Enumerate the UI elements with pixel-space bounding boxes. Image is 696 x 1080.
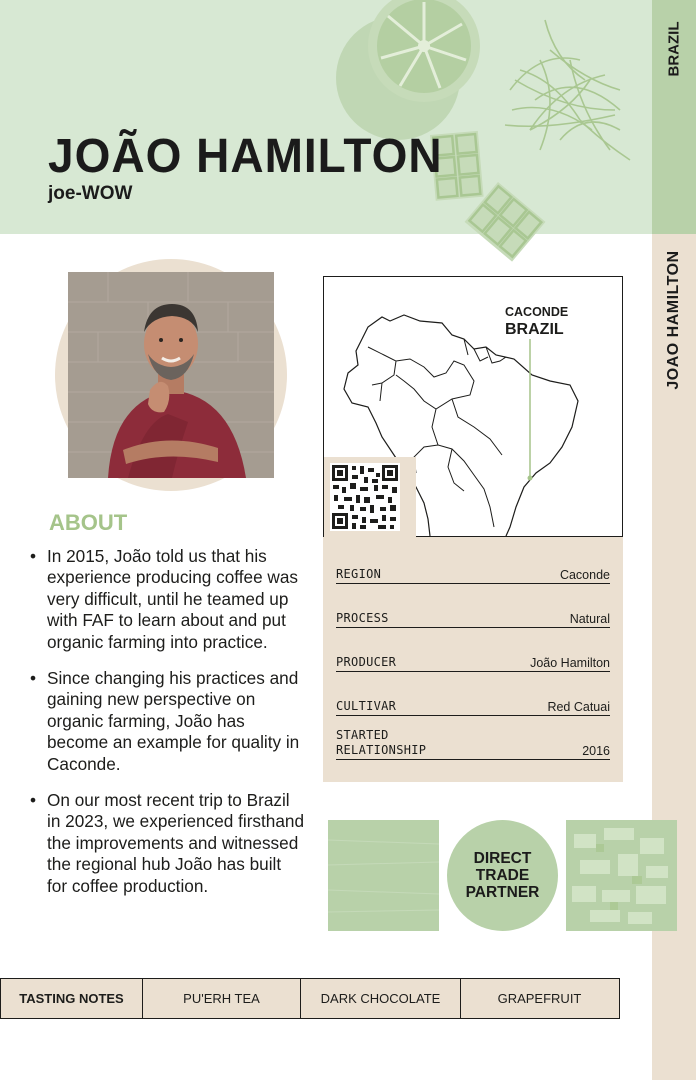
detail-value: João Hamilton <box>530 656 610 670</box>
tasting-note: DARK CHOCOLATE <box>300 979 460 1018</box>
map-country-label: BRAZIL <box>505 321 564 338</box>
detail-value: Caconde <box>559 568 610 582</box>
producer-photo-frame <box>55 259 287 491</box>
map-region-label: CACONDE <box>505 305 569 319</box>
detail-key: REGION <box>336 567 382 581</box>
about-bullet: • Since changing his practices and gaining new perspective on organic farming, João has become an example for quality in Caconde. <box>30 668 305 775</box>
texture-circle <box>328 820 439 931</box>
about-heading: ABOUT <box>49 510 128 535</box>
detail-row-process <box>336 611 610 628</box>
about-bullet: • On our most recent trip to Brazil in 2023, we experienced firsthand the improvements and witnessed the regional hub João has built for coffee production. <box>30 790 305 897</box>
tasting-notes-label: TASTING NOTES <box>19 991 124 1006</box>
detail-value: Natural <box>569 612 610 626</box>
detail-key: PROCESS <box>336 611 389 625</box>
grapefruit-illustration <box>336 0 480 140</box>
tasting-note: PU'ERH TEA <box>142 979 300 1018</box>
producer-name: JOÃO HAMILTON <box>48 127 443 183</box>
tasting-note: GRAPEFRUIT <box>460 979 618 1018</box>
detail-key: STARTED RELATIONSHIP <box>336 728 427 757</box>
tasting-notes-bar <box>0 978 620 1019</box>
detail-value: Red Catuai <box>547 700 610 714</box>
direct-trade-badge <box>447 820 558 931</box>
pronunciation: joe-WOW <box>48 183 133 204</box>
about-list <box>30 546 305 912</box>
detail-row-cultivar <box>336 699 610 716</box>
detail-row-relationship <box>336 728 610 760</box>
detail-key: CULTIVAR <box>336 699 397 713</box>
origin-map <box>323 276 623 537</box>
sidebar-country-tab <box>652 0 696 234</box>
pattern-circle <box>566 820 677 931</box>
detail-row-region <box>336 567 610 584</box>
sidebar-country-label: BRAZIL <box>665 21 683 77</box>
sidebar-person-label: JOAO HAMILTON <box>665 250 682 390</box>
producer-photo <box>68 272 274 478</box>
about-bullet: • In 2015, João told us that his experience producing coffee was very difficult, until he teamed up with FAF to learn about and put organic farming into practice. <box>30 546 305 653</box>
tea-leaves-illustration <box>505 20 630 160</box>
header-banner <box>0 0 652 234</box>
detail-row-producer <box>336 655 610 672</box>
chocolate-illustration <box>430 131 545 262</box>
qr-code-panel[interactable] <box>324 457 416 537</box>
detail-value: 2016 <box>582 744 610 758</box>
coffee-details-panel <box>323 537 623 782</box>
sidebar-person-tab <box>652 234 696 1080</box>
direct-trade-label: DIRECT TRADE PARTNER <box>465 850 540 901</box>
qr-code-icon <box>330 463 400 531</box>
detail-key: PRODUCER <box>336 655 397 669</box>
